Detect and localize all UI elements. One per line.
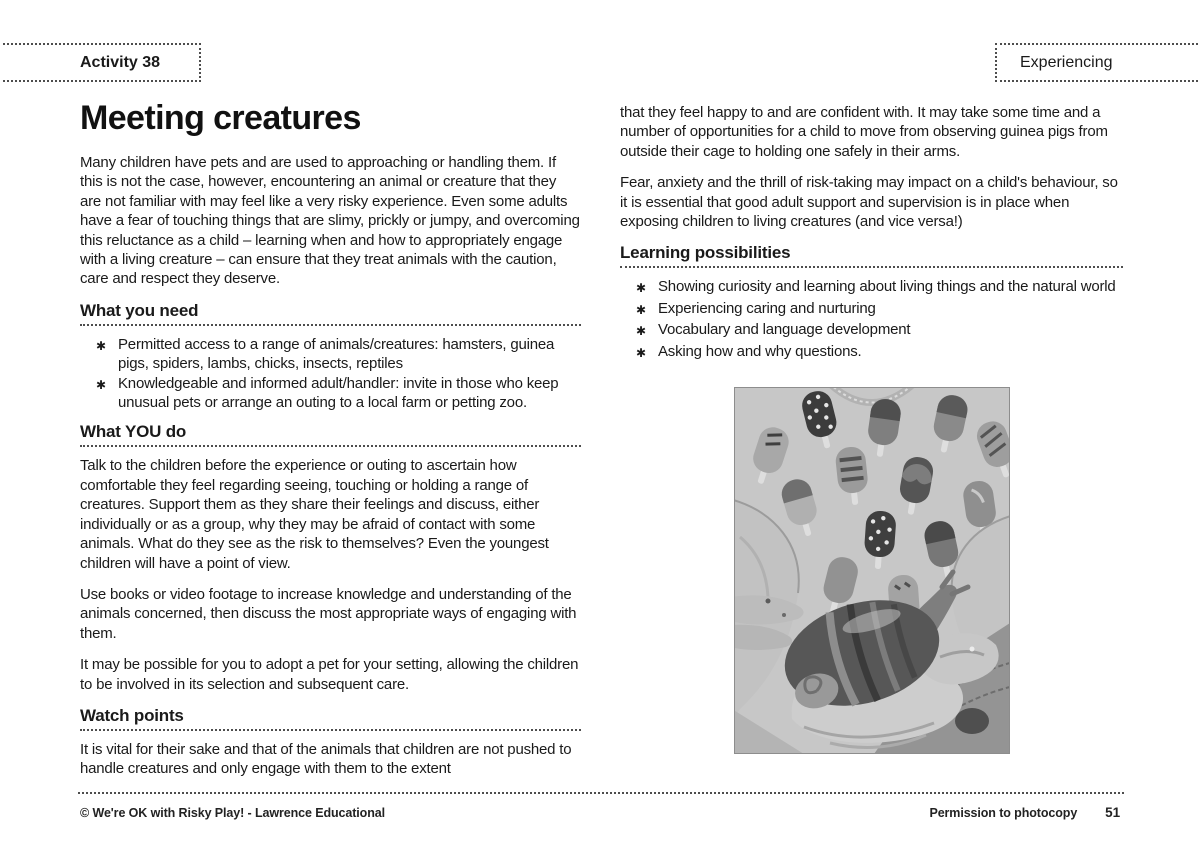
asterisk-bullet: ✱ — [636, 302, 646, 317]
list-item-text: Permitted access to a range of animals/creatures: hamsters, guinea pigs, spiders, lambs, chicks, insects, reptiles — [118, 335, 555, 373]
list-item — [96, 374, 581, 413]
list-item-text: Knowledgeable and informed adult/handler: invite in those who keep unusual pets or arrange an outing to a local farm or petting zoo. — [118, 374, 559, 412]
body-paragraph: that they feel happy to and are confident with. It may take some time and a number of opportunities for a child to move from observing guinea pigs from outside their cage to holding one safely in their arms. — [620, 104, 1108, 160]
category-badge — [995, 43, 1200, 82]
body-paragraph: Use books or video footage to increase knowledge and understanding of the animals concerned, then discuss the most appropriate ways of engaging with them. — [80, 585, 577, 642]
section-heading-watch-points: Watch points — [80, 706, 581, 731]
list-item — [636, 320, 1123, 341]
what-you-need-list — [80, 335, 581, 413]
left-column — [80, 100, 581, 791]
asterisk-bullet: ✱ — [636, 324, 646, 339]
list-item — [636, 299, 1123, 320]
asterisk-bullet: ✱ — [96, 338, 106, 353]
activity-badge — [0, 43, 201, 82]
photo-child-holding-snail — [734, 387, 1010, 754]
snail-photo-illustration — [734, 387, 1010, 754]
list-item — [96, 335, 581, 374]
footer — [80, 805, 1120, 820]
list-item — [636, 342, 1123, 363]
asterisk-bullet: ✱ — [636, 345, 646, 360]
list-item-text: Vocabulary and language development — [658, 321, 911, 339]
footer-permission: Permission to photocopy — [929, 806, 1078, 820]
asterisk-bullet: ✱ — [636, 281, 646, 296]
intro-paragraph: Many children have pets and are used to approaching or handling them. If this is not the case, however, encountering an animal or creature that they are not familiar with may feel like a very risky experience. Even some adults have a fear of touching things that are slimy, prickly or jumpy, and overcoming this reluctance as a child – learning when and how to appropriately engage with a living creature – can ensure that they treat animals with the caution, care and respect they deserve. — [80, 154, 580, 288]
page-number: 51 — [1105, 805, 1120, 820]
section-heading-what-you-need: What you need — [80, 301, 581, 326]
body-paragraph: It may be possible for you to adopt a pet for your setting, allowing the children to be involved in its selection and subsequent care. — [80, 656, 579, 693]
footer-copyright: © We're OK with Risky Play! - Lawrence Educational — [80, 806, 385, 820]
section-heading-what-you-do: What YOU do — [80, 422, 581, 447]
list-item-text: Showing curiosity and learning about living things and the natural world — [658, 278, 1116, 296]
list-item — [636, 277, 1123, 298]
footer-divider — [78, 792, 1124, 794]
list-item-text: Experiencing caring and nurturing — [658, 299, 876, 317]
learning-possibilities-list — [620, 277, 1123, 363]
body-paragraph: Fear, anxiety and the thrill of risk-taking may impact on a child's behaviour, so it is essential that good adult support and supervision is in place when exposing children to living creatures (and vice versa!) — [620, 174, 1118, 231]
body-paragraph: It is vital for their sake and that of the animals that children are not pushed to handle creatures and only engage with them to the extent — [80, 740, 572, 778]
body-paragraph: Talk to the children before the experience or outing to ascertain how comfortable they feel regarding seeing, touching or holding a range of creatures. Support them as they share their feelings and discuss, either individually or as a group, why they may be afraid of contact with some animals. What do they see as the risk to themselves? Even the youngest children will have a point of view. — [80, 457, 549, 572]
asterisk-bullet: ✱ — [96, 377, 106, 392]
activity-label: Activity 38 — [80, 53, 161, 71]
footer-right — [929, 805, 1120, 820]
right-column — [620, 100, 1123, 754]
category-label: Experiencing — [1020, 53, 1113, 71]
list-item-text: Asking how and why questions. — [658, 342, 862, 360]
page-title: Meeting creatures — [80, 99, 361, 137]
section-heading-learning-possibilities: Learning possibilities — [620, 243, 1123, 268]
